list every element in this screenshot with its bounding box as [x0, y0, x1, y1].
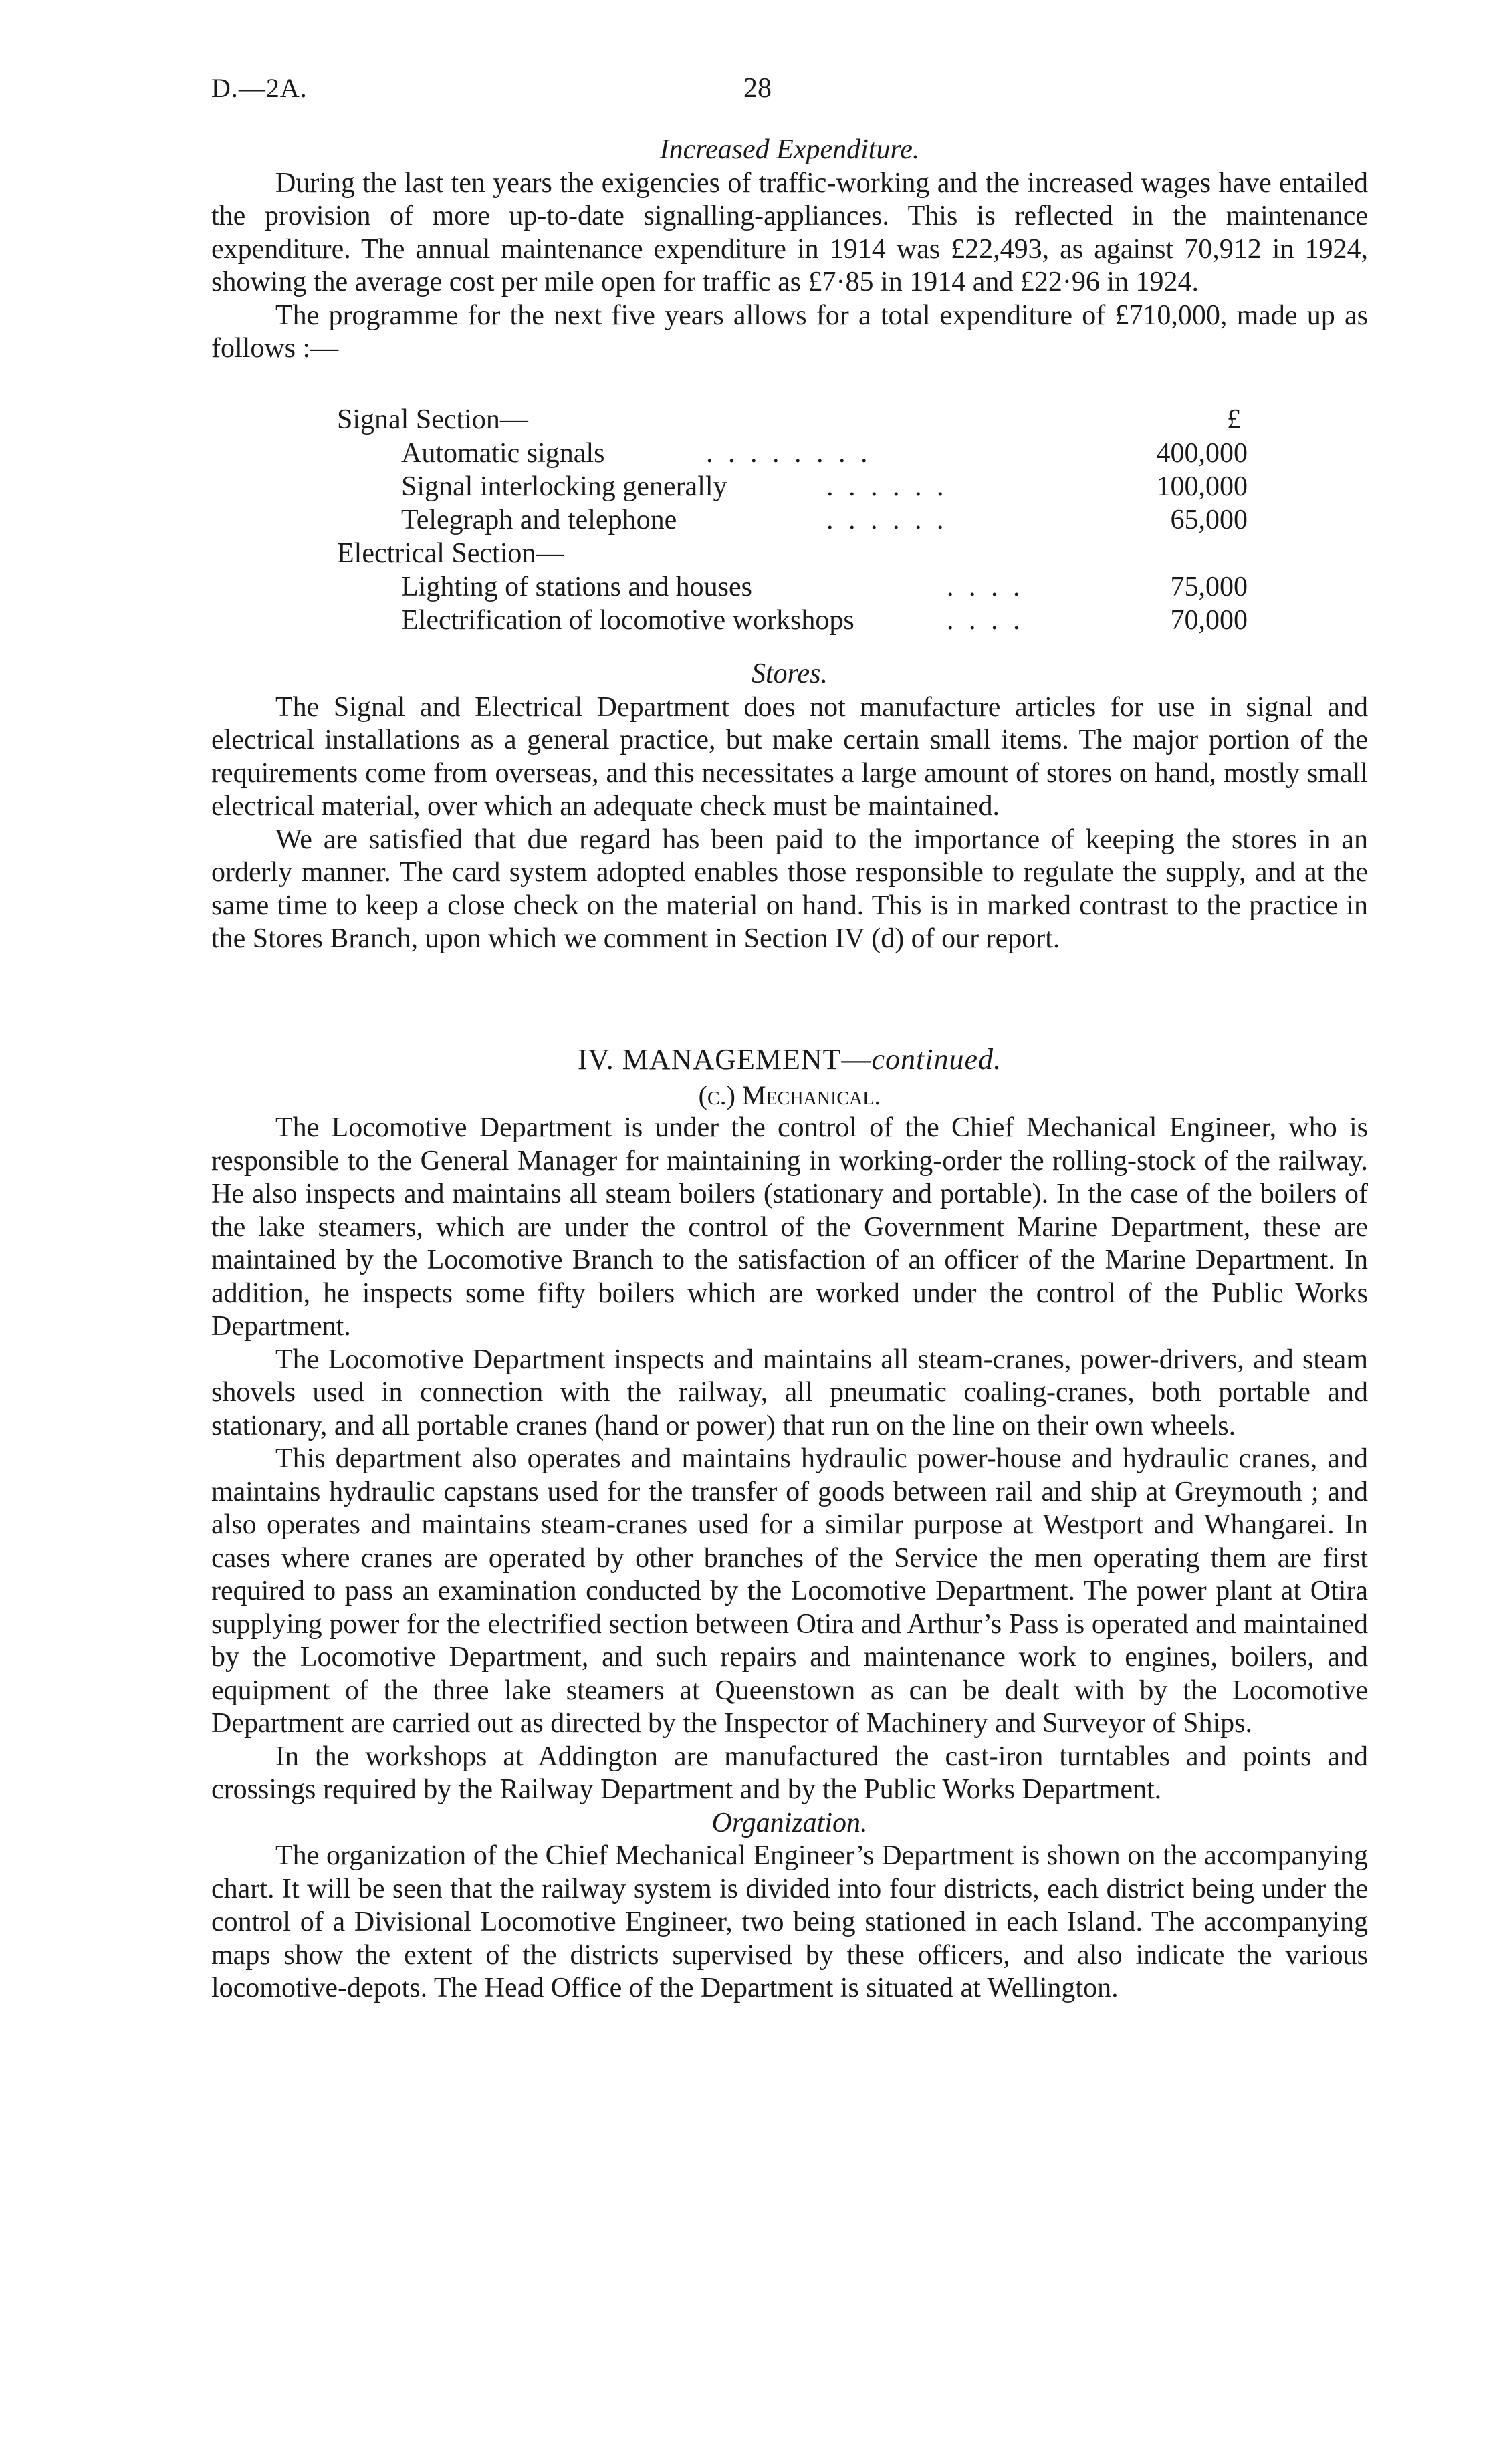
section-title [211, 1043, 1368, 1076]
leader-dots: . . . . . . [826, 505, 948, 535]
row-label: Electrification of locomotive workshops [401, 605, 854, 636]
currency-symbol: £ [1227, 404, 1241, 435]
row-label: Lighting of stations and houses [401, 572, 752, 602]
row-amount: 65,000 [1170, 505, 1248, 535]
table-row [211, 504, 1368, 537]
row-label: Automatic signals [401, 438, 605, 469]
row-amount: 400,000 [1156, 438, 1248, 469]
leader-dots: . . . . [947, 605, 1024, 636]
increased-expenditure-paragraph-2: The programme for the next five years allows for a total expenditure of £710,000, made up as follows :— [211, 299, 1368, 364]
row-amount: 75,000 [1170, 572, 1248, 602]
table-row [211, 471, 1368, 504]
programme-table [211, 404, 1368, 638]
row-amount: 100,000 [1156, 471, 1248, 502]
organization-paragraph-1: The organization of the Chief Mechanical Engineer’s Department is shown on the accompanying chart. It will be seen that the railway system is divided into four districts, each district being under the control of a Divisional Locomotive Engineer, two being stationed in each Island. The accompanying maps show the extent of the districts supervised by these officers, and also indicate the various locomotive-depots. The Head Office of the Department is situated at Wellington. [211, 1840, 1368, 2003]
stores-heading: Stores. [752, 658, 828, 689]
management-paragraph-1: The Locomotive Department is under the control of the Chief Mechanical Engineer, who is responsible to the General Manager for maintaining in working-order the rolling-stock of the railway. He also inspects and maintains all steam boilers (stationary and portable). In the case of the boilers of the lake steamers, which are under the control of the Government Marine Department, these are maintained by the Locomotive Branch to the satisfaction of an officer of the Marine Department. In addition, he inspects some fifty boilers which are worked under the control of the Public Works Department. [211, 1112, 1368, 1342]
section-title-main: IV. MANAGEMENT— [577, 1043, 872, 1076]
page-number: 28 [743, 73, 772, 104]
leader-dots: . . . . [947, 572, 1024, 602]
increased-expenditure-heading: Increased Expenditure. [659, 134, 920, 165]
management-section [211, 1043, 1368, 2005]
leader-dots: . . . . . . . . [706, 438, 872, 469]
table-row [211, 571, 1368, 604]
stores-paragraph-1: The Signal and Electrical Department does not manufacture articles for use in signal and electrical installations as a general practice, but make certain small items. The major portion of the requirements come from overseas, and this necessitates a large amount of stores on hand, mostly small electrical material, over which an adequate check must be maintained. [211, 691, 1368, 822]
management-paragraph-2: The Locomotive Department inspects and maintains all steam-cranes, power-drivers, and steam shovels used in connection with the railway, all pneumatic coaling-cranes, both portable and stationary, and all portable cranes (hand or power) that run on the line on their own wheels. [211, 1344, 1368, 1441]
stores-paragraph-2: We are satisfied that due regard has been paid to the importance of keeping the stores in an orderly manner. The card system adopted enables those responsible to regulate the supply, and at the same time to keep a close check on the material on hand. This is in marked contrast to the practice in the Stores Branch, upon which we comment in Section IV (d) of our report. [211, 824, 1368, 954]
leader-dots: . . . . . . [826, 471, 948, 502]
organization-heading: Organization. [711, 1807, 868, 1838]
management-paragraph-4: In the workshops at Addington are manufactured the cast-iron turntables and points and crossings required by the Railway Department and by the Public Works Department. [211, 1741, 1368, 1805]
table-row [211, 604, 1368, 638]
management-paragraph-3: This department also operates and maintains hydraulic power-house and hydraulic cranes, and maintains hydraulic capstans used for the transfer of goods between rail and ship at Greymouth ; and also operates and maintains steam-cranes used for a similar purpose at Westport and Whangarei. In cases where cranes are operated by other branches of the Service the men operating them are first required to pass an examination conducted by the Locomotive Department. The power plant at Otira supplying power for the electrified section between Otira and Arthur’s Pass is operated and maintained by the Locomotive Department, and such repairs and maintenance work to engines, boilers, and equipment of the three lake steamers at Queenstown as can be dealt with by the Locomotive Department are carried out as directed by the Inspector of Machinery and Surveyor of Ships. [211, 1443, 1368, 1739]
table-row [211, 437, 1368, 471]
row-label: Signal interlocking generally [401, 471, 727, 502]
document-reference: D.—2A. [211, 73, 308, 103]
increased-expenditure-section [211, 134, 1368, 366]
increased-expenditure-paragraph-1: During the last ten years the exigencies of traffic-working and the increased wages have entailed the provision of more up-to-date signalling-appliances. This is reflected in the maintenance expenditure. The annual maintenance expenditure in 1914 was £22,493, as against 70,912 in 1924, showing the average cost per mile open for traffic as £7·85 in 1914 and £22·96 in 1924. [211, 167, 1368, 297]
signal-section-label: Signal Section— [337, 404, 528, 435]
section-subtitle: (c.) Mechanical. [698, 1080, 881, 1110]
stores-section [211, 658, 1368, 956]
electrical-section-label: Electrical Section— [337, 538, 564, 569]
row-label: Telegraph and telephone [401, 505, 677, 535]
row-amount: 70,000 [1170, 605, 1248, 636]
section-title-continued: continued. [871, 1043, 1002, 1076]
